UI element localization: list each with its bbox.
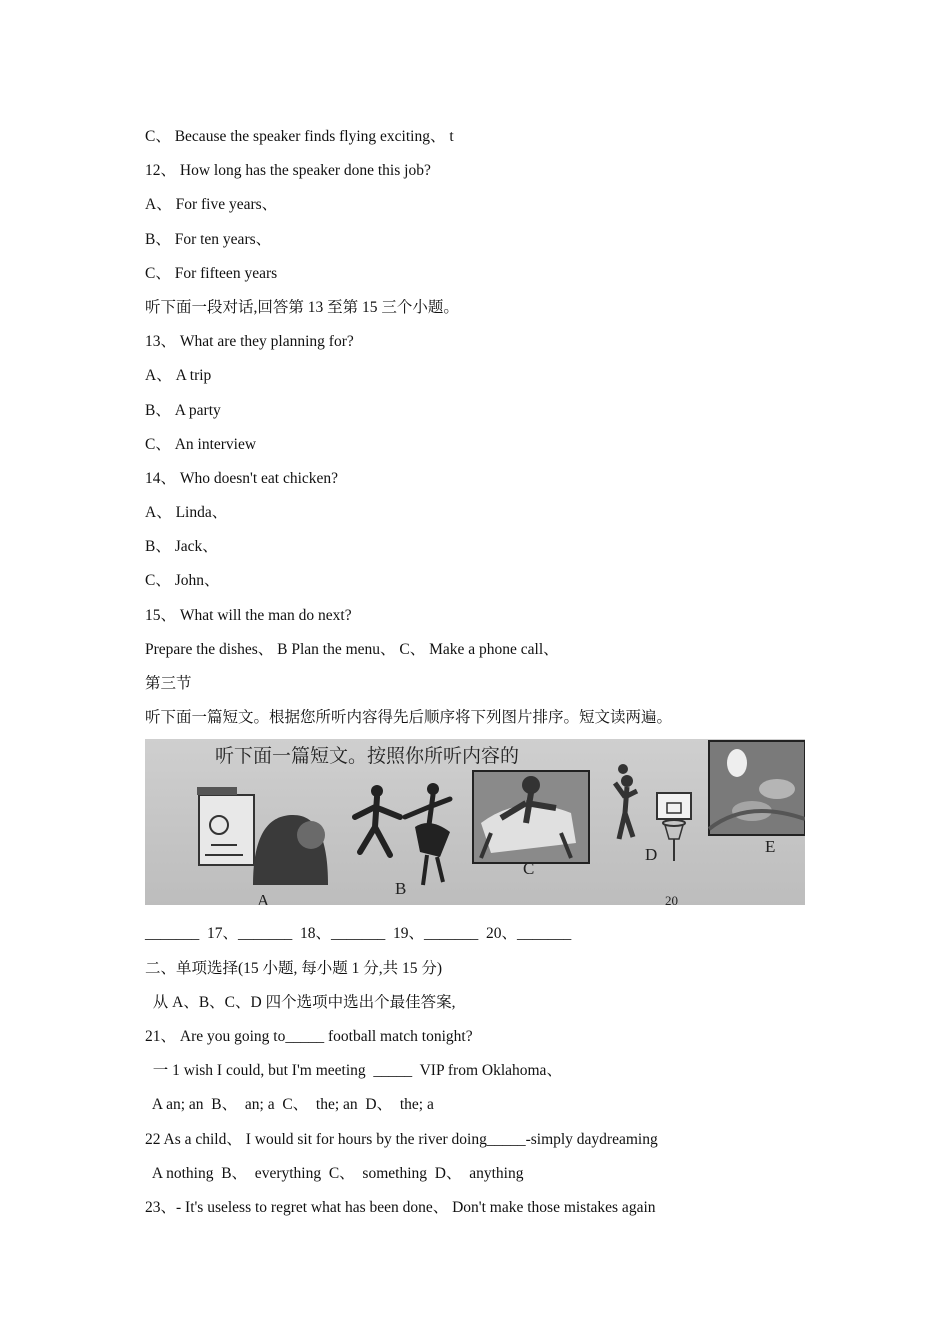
text-line: 14、 Who doesn't eat chicken? (145, 469, 339, 487)
page-number: 20 (665, 893, 678, 906)
text-line: 12、 How long has the speaker done this job? (145, 162, 431, 180)
picture-label-d: D (645, 845, 658, 865)
listening-pictures-figure (145, 739, 805, 905)
text-line: 21、 Are you going to_____ football match tonight? (145, 1027, 473, 1045)
text-line: 第三节 (145, 675, 192, 692)
text-line: A nothing B、 everything C、 something D、 anything (145, 1164, 524, 1182)
text-line: B、 Jack、 (145, 538, 218, 556)
text-line: 从 A、B、C、D 四个选项中选出个最佳答案, (145, 993, 456, 1011)
question-block-bottom (145, 954, 845, 1228)
text-line: A、 A trip (145, 367, 212, 385)
picture-label-e: E (765, 837, 776, 857)
text-line: C、 John、 (145, 572, 220, 590)
text-line: 22 As a child、 I would sit for hours by the river doing_____-simply daydreaming (145, 1130, 658, 1148)
text-line: B、 A party (145, 401, 221, 419)
text-line: C、 For fifteen years (145, 264, 278, 282)
text-line: 13、 What are they planning for? (145, 333, 354, 351)
picture-label-c: C (523, 859, 535, 879)
text-line: 二、单项选择(15 小题, 每小题 1 分,共 15 分) (145, 959, 443, 977)
answer-blanks: _______ 17、_______ 18、_______ 19、_______ 20、_______ (145, 925, 572, 943)
picture-c (471, 763, 591, 867)
text-line: 15、 What will the man do next? (145, 606, 352, 624)
text-line: 23、- It's useless to regret what has been done、 Don't make those mistakes again (145, 1198, 656, 1216)
question-block-top (145, 122, 845, 737)
text-line: A an; an B、 an; a C、 the; an D、 the; a (145, 1096, 434, 1114)
picture-label-a: A (257, 891, 270, 906)
text-line: 听下面一篇短文。根据您所听内容得先后顺序将下列图片排序。短文读两遍。 (145, 709, 673, 727)
text-line: C、 An interview (145, 435, 257, 453)
picture-e (707, 739, 805, 837)
text-line: C、 Because the speaker finds flying exciting、 t (145, 128, 454, 145)
text-line: 一 1 wish I could, but I'm meeting _____ VIP from Oklahoma、 (145, 1062, 562, 1080)
text-line: Prepare the dishes、 B Plan the menu、 C、 Make a phone call、 (145, 640, 559, 658)
text-line: 听下面一段对话,回答第 13 至第 15 三个小题。 (145, 298, 459, 316)
text-line: A、 For five years、 (145, 196, 278, 214)
figure-caption: 听下面一篇短文。按照你所听内容的 (215, 745, 520, 768)
picture-label-b: B (395, 879, 407, 899)
document-page (145, 122, 845, 1227)
text-line: B、 For ten years、 (145, 230, 272, 248)
picture-a (193, 775, 333, 895)
text-line: A、 Linda、 (145, 504, 228, 522)
